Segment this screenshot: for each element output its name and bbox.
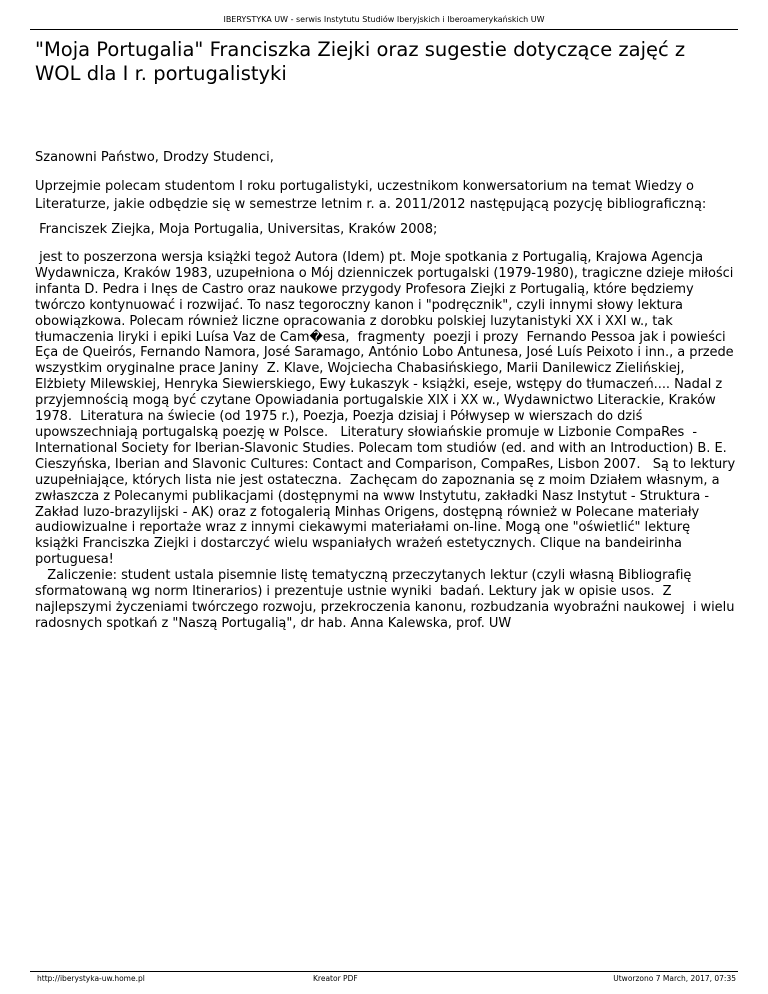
footer-url[interactable]: http://iberystyka-uw.home.pl bbox=[37, 974, 145, 983]
footer-pdf-creator: Kreator PDF bbox=[313, 974, 358, 983]
body-paragraph: jest to poszerzona wersja książki tegoż Autora (Idem) pt. Moje spotkania z Portugalią, Krajowa Agencja Wydawnicza, Kraków 1983, uzupełniona o Mój dzienniczek portugalski (1979-1980), tragiczne dzieje miłości infanta D. Pedra i Inęs de Castro oraz naukowe przygody Profesora Ziejki z Portugalią, które będziemy twórczo kontynuować i rozwijać. To nasz tegoroczny kanon i "podręcznik", czyli innymi słowy lektura obowiązkowa. Polecam również liczne opracowania z dorobku polskiej luzytanistyki XX i XXI w., tak tłumaczenia liryki i epiki Luísa Vaz de Cam�esa, fragmenty poezji i prozy Fernando Pessoa jak i powieści Eça de Queirós, Fernando Namora, José Saramago, António Lobo Antunesa, José Luís Peixoto i inn., a przede wszystkim oryginalne prace Janiny Z. Klave, Wojciecha Chabasińskiego, Marii Danilewicz Zielińskiej, Elżbiety Milewskiej, Henryka Siewierskiego, Ewy Łukaszyk - książki, eseje, wstępy do tłumaczeń.... Nadal z przyjemnością mogą być czytane Opowiadania portugalskie XIX i XX w., Wydawnictwo Literackie, Kraków 1978. Literatura na świecie (od 1975 r.), Poezja, Poezja dzisiaj i Półwysep w wierszach do dziś upowszechniają portugalską poezję w Polsce. Literatury słowiańskie promuje w Lizbonie CompaRes - International Society for Iberian-Slavonic Studies. Polecam tom studiów (ed. and with an Introduction) B. E. Cieszyńska, Iberian and Slavonic Cultures: Contact and Comparison, CompaRes, Lisbon 2007. Są to lektury uzupełniające, których lista nie jest ostateczna. Zachęcam do zapoznania sę z moim Działem własnym, a zwłaszcza z Polecanymi publikacjami (dostępnymi na www Instytutu, zakładki Nasz Instytut - Struktura - Zakład luzo-brazylijski - AK) oraz z fotogalerią Minhas Origens, dostępną również w Polecane materiały audiowizualne i reportaże wraz z innymi ciekawymi materiałami on-line. Mogą one "oświetlić" lekturę książki Franciszka Ziejki i dostarczyć wielu wspaniałych wrażeń estetycznych. Clique na bandeirinha portuguesa! Zaliczenie: student ustala pisemnie listę tematyczną przeczytanych lektur (czyli własną Bibliografię sformatowaną wg norm Itinerarios) i prezentuje ustnie wyniki badań. Lektury jak w opisie usos. Z najlepszymi życzeniami twórczego rozwoju, przekroczenia kanonu, rozbudzania wyobraźni naukowej i wielu radosnych spotkań z "Naszą Portugalią", dr hab. Anna Kalewska, prof. UW bbox=[35, 250, 736, 631]
page-header: IBERYSTYKA UW - serwis Instytutu Studiów Iberyjskich i Iberoamerykańskich UW bbox=[223, 15, 545, 24]
greeting: Szanowni Państwo, Drodzy Studenci, bbox=[35, 150, 274, 165]
footer-created-date: Utworzono 7 March, 2017, 07:35 bbox=[613, 974, 736, 983]
footer-divider bbox=[30, 971, 738, 972]
citation: Franciszek Ziejka, Moja Portugalia, Universitas, Kraków 2008; bbox=[35, 222, 438, 237]
article-title: "Moja Portugalia" Franciszka Ziejki oraz sugestie dotyczące zajęć z WOL dla I r. portugalistyki bbox=[35, 38, 686, 85]
header-divider bbox=[30, 29, 738, 30]
intro-paragraph: Uprzejmie polecam studentom I roku portugalistyki, uczestnikom konwersatorium na temat Wiedzy o Literaturze, jakie odbędzie się w semestrze letnim r. a. 2011/2012 następującą pozycję bibliograficzną: bbox=[35, 179, 707, 212]
